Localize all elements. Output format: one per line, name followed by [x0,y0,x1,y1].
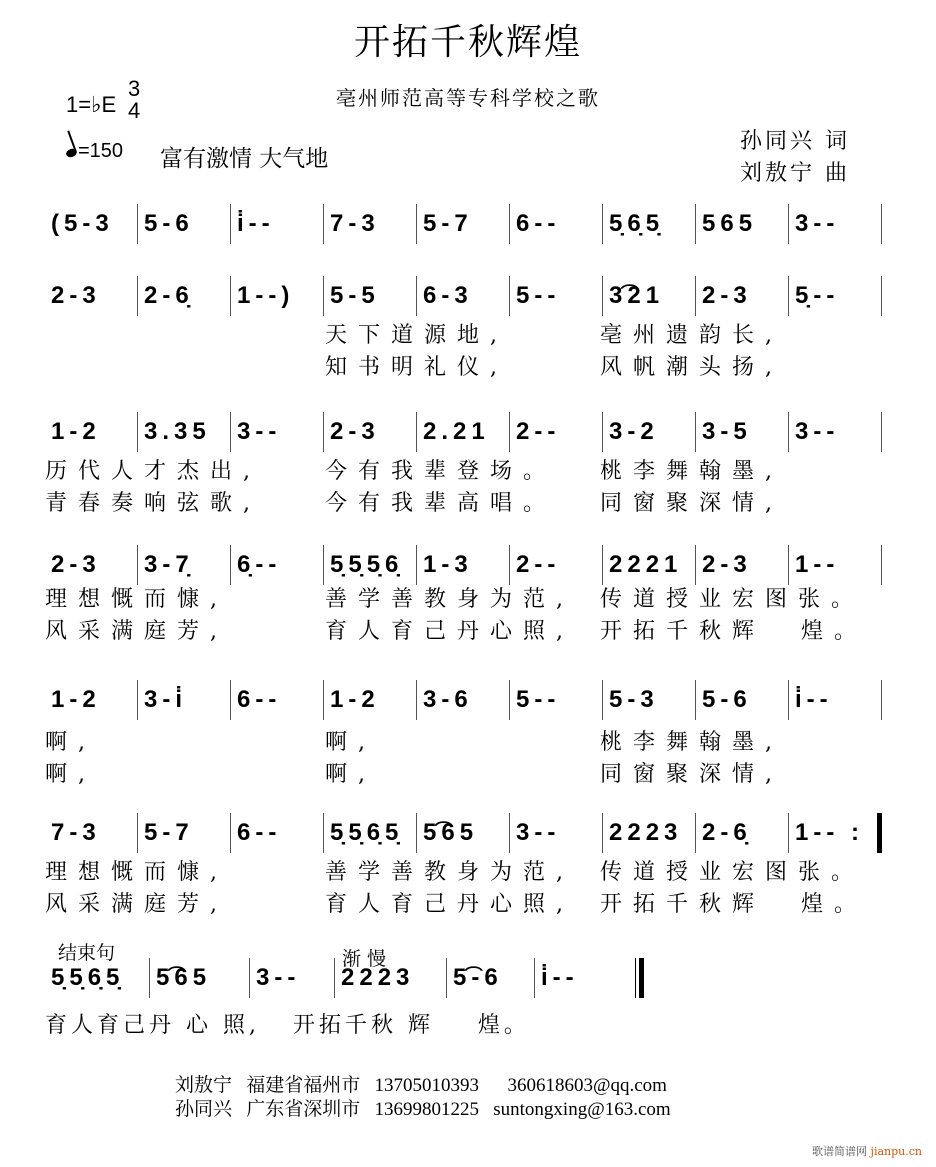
lyric-phrase: 育人育己丹心照, [325,619,574,644]
lyric-phrase: 同窗聚深情, [600,762,783,787]
measure: 2‑3 [696,545,789,585]
measure: 6‑‑ [231,680,324,720]
lyric-phrase: 育人育己丹心照, [325,892,574,917]
measure: 5‑5 [324,276,417,316]
measure: 1‑2 [45,680,138,720]
lyric-phrase: 今有我辈高唱。 [325,491,557,516]
measure: 1‑‑ : [789,813,882,853]
measure: 5‑‑ [510,680,603,720]
tempo-marking [66,140,123,163]
measure: 5̣6̣5̣ [603,204,696,244]
ending-label: 结束句 [58,942,116,964]
measure: 6̣‑‑ [231,545,324,585]
lyric-phrase: 桃李舞翰墨, [600,459,783,484]
measure: 1‑3 [417,545,510,585]
measure: 2‑6̣ [696,813,789,853]
lyric-phrase: 天下道源地, [325,323,508,348]
measure: i̇‑‑ [789,680,882,720]
measure: 565 [696,204,789,244]
measure: 3.35 [138,412,231,452]
ending-system [45,958,644,998]
lyric-phrase: 传道授业宏图张。 [600,860,865,885]
measure: 3‑‑ [789,204,882,244]
measure: 5‑7 [138,813,231,853]
lyric-phrase: 知书明礼仪, [325,355,508,380]
lyric-phrase: 风采满庭芳, [45,892,228,917]
lyric-phrase: 风帆潮头扬, [600,355,783,380]
measure: 1‑‑) [231,276,324,316]
lyric-phrase: 桃李舞翰墨, [600,730,783,755]
music-system [45,276,882,316]
measure: 2‑6̣ [138,276,231,316]
measure: 5̣5̣5̣6̣ [324,545,417,585]
lyric-phrase: 啊, [45,762,96,787]
measure: 2221 [603,545,696,585]
measure: 2.21 [417,412,510,452]
measure: 6‑3 [417,276,510,316]
final-barline [635,958,644,998]
measure: 3‑2 [603,412,696,452]
lyric-phrase: 传道授业宏图张。 [600,587,865,612]
lyric-phrase: 今有我辈登场。 [325,459,557,484]
measure: 3‑5 [696,412,789,452]
measure: 5‑6 [138,204,231,244]
measure: 3͡21 [603,276,696,316]
measure: 2223 [335,958,447,998]
lyric-phrase: 啊, [325,762,376,787]
meter-bottom: 4 [128,98,141,123]
measure: 2‑3 [324,412,417,452]
measure: 5‑‑ [510,276,603,316]
lyric-phrase: 开拓千秋辉 煌。 [600,892,867,917]
composer-credit: 刘敖宁 曲 [740,161,850,186]
lyric-phrase: 风采满庭芳, [45,619,228,644]
measure: 2‑3 [696,276,789,316]
measure: 3‑‑ [231,412,324,452]
lyricist-credit: 孙同兴 词 [740,129,850,154]
lyric-phrase: 历代人才杰出, [45,459,261,484]
lyric-phrase: 开拓千秋辉 煌。 [600,619,867,644]
music-system [45,412,882,452]
lyric-phrase: 啊, [325,730,376,755]
measure: (5‑3 [45,204,138,244]
measure: 2‑3 [45,545,138,585]
measure: 5̣5̣6̣5̣ [324,813,417,853]
tempo-value: =150 [78,140,124,162]
expression-marking: 富有激情 大气地 [160,146,329,172]
measure: i̇‑‑ [541,964,579,991]
measure: 6‑‑ [231,813,324,853]
lyric-phrase: 青春奏响弦歌, [45,491,261,516]
measure: 1‑2 [45,412,138,452]
measure: 5̣5̣6̣5̣ [45,958,150,998]
lyric-phrase: 啊, [45,730,96,755]
lyric-phrase: 善学善教身为范, [325,587,574,612]
contact-line-2: 孙同兴 广东省深圳市 13699801225 suntongxing@163.com [175,1099,671,1120]
measure: 7‑3 [324,204,417,244]
measure: 5̣‑‑ [789,276,882,316]
measure: 1‑2 [324,680,417,720]
subtitle: 亳州师范高等专科学校之歌 [336,86,600,110]
measure: 3‑‑ [789,412,882,452]
measure: 5‑7 [417,204,510,244]
lyric-phrase: 同窗聚深情, [600,491,783,516]
music-system [45,545,882,585]
measure: 3‑i̇ [138,680,231,720]
music-system [45,813,882,853]
measure: 5͡65 [417,813,510,853]
measure: 2‑3 [45,276,138,316]
measure: 2‑‑ [510,545,603,585]
watermark-cn: 歌谱简谱网 [812,1145,868,1158]
key-signature: 1=♭E [66,92,117,117]
contact-line-1: 刘敖宁 福建省福州市 13705010393 360618603@qq.com [175,1075,667,1096]
music-system [45,680,882,720]
song-title: 开拓千秋辉煌 [353,22,582,63]
measure: 3‑6 [417,680,510,720]
measure: 6‑‑ [510,204,603,244]
measure: 7‑3 [45,813,138,853]
measure: 3‑‑ [250,958,335,998]
measure: 5͡65 [150,958,250,998]
lyric-phrase: 理想慨而慷, [45,860,228,885]
measure: 2‑‑ [510,412,603,452]
measure: 2223 [603,813,696,853]
measure: 1‑‑ [789,545,882,585]
lyric-phrase: 理想慨而慷, [45,587,228,612]
quarter-note-icon [65,147,78,158]
watermark-en: jianpu.cn [870,1145,922,1158]
measure: 5͡‑6 [447,958,535,998]
lyric-phrase: 亳州遗韵长, [600,323,783,348]
lyric-phrase: 善学善教身为范, [325,860,574,885]
measure: 3‑7̣ [138,545,231,585]
measure: 5‑3 [603,680,696,720]
time-signature [128,78,140,122]
ritardando-marking: 渐 慢 [342,948,387,970]
music-system [45,204,882,244]
measure: 3‑‑ [510,813,603,853]
ending-lyrics: 育人育己丹 心 照, 开拓千秋 辉 煌。 [45,1013,530,1038]
measure: 5‑6 [696,680,789,720]
meter-top: 3 [128,76,141,101]
measure: i̇‑‑ [231,204,324,244]
watermark [812,1143,922,1159]
